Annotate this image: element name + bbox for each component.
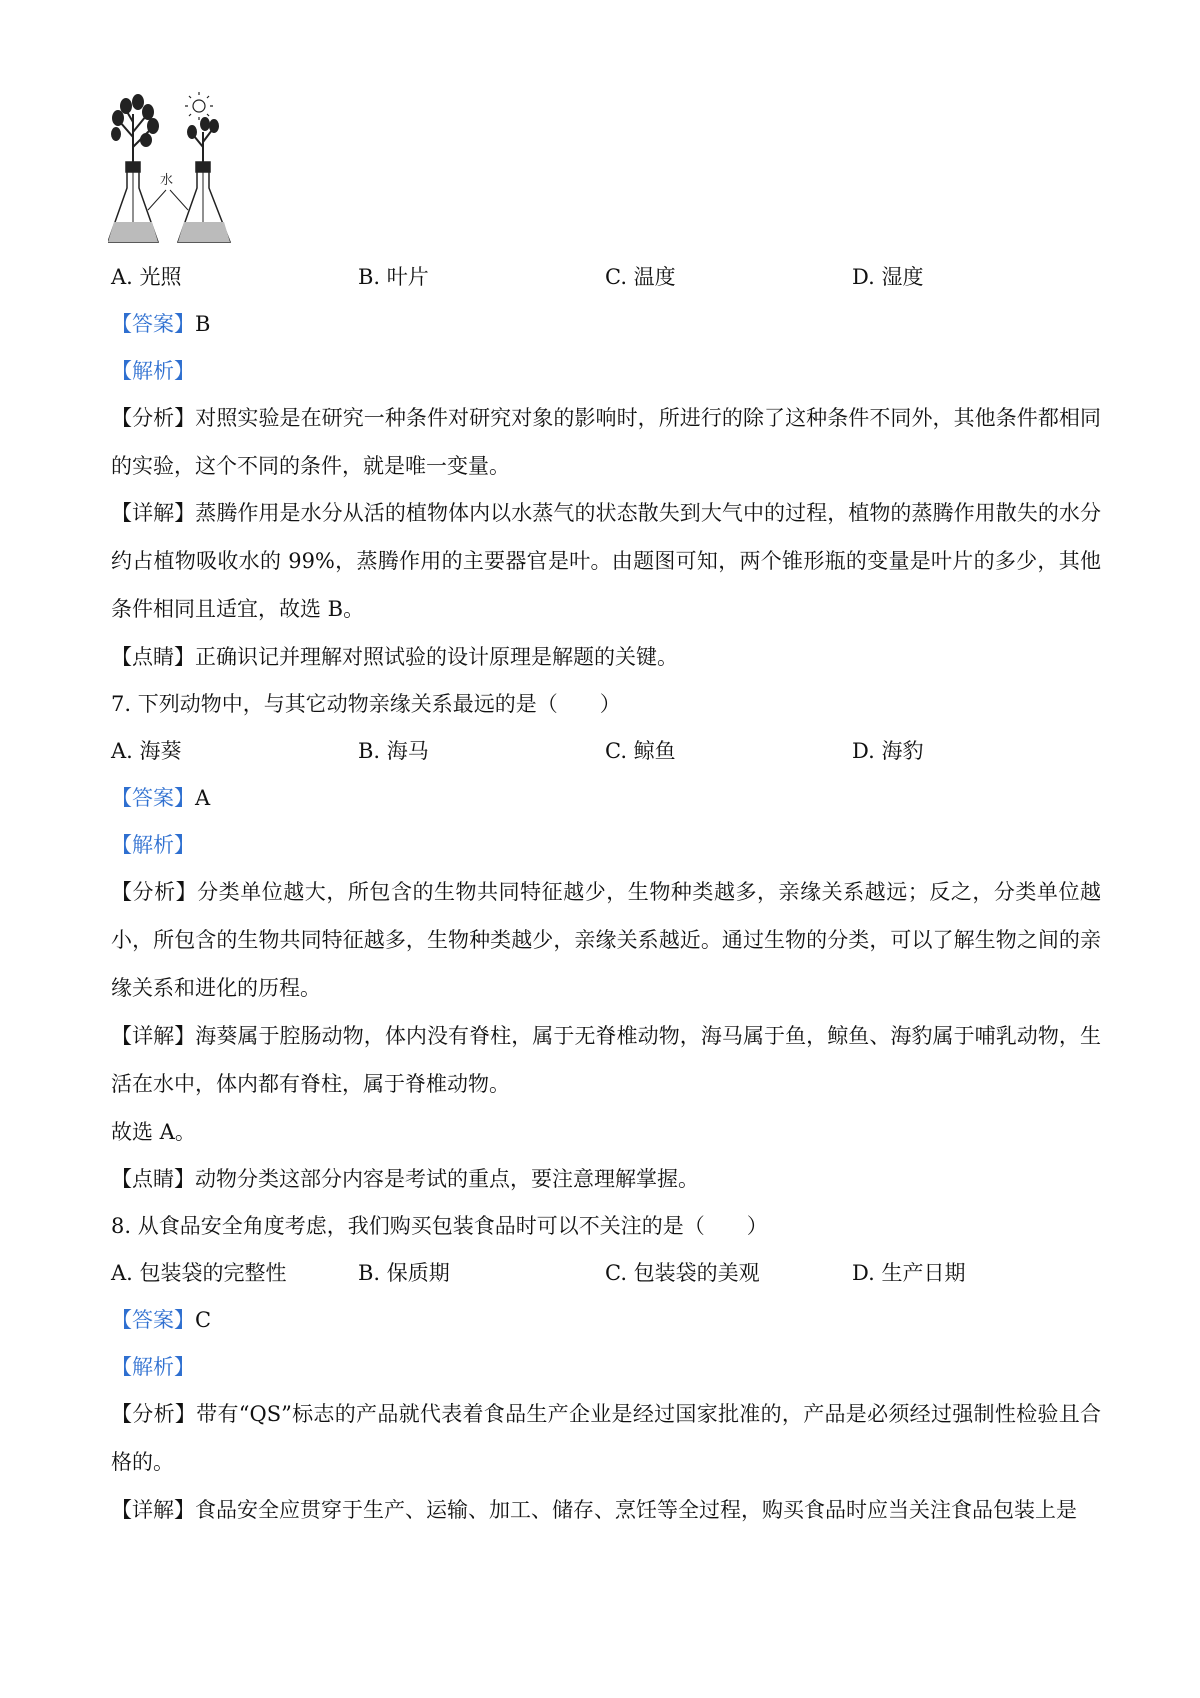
detail-text: 蒸腾作用是水分从活的植物体内以水蒸气的状态散失到大气中的过程，植物的蒸腾作用散失的水分约占植物吸收水的 99%，蒸腾作用的主要器官是叶。由题图可知，两个锥形瓶的变量是叶片的多少，其他条件相同且适宜，故选 B。 — [111, 501, 1102, 621]
explain-tag: 【解析】 — [111, 1355, 195, 1379]
detail-tag: 【详解】 — [111, 501, 196, 525]
q7-option-a: A. 海葵 — [111, 739, 182, 763]
explain-tag: 【解析】 — [111, 359, 195, 383]
q8-detail — [111, 1486, 1101, 1534]
comment-tag: 【点睛】 — [111, 1167, 195, 1191]
analysis-tag: 【分析】 — [111, 1402, 197, 1426]
analysis-tag: 【分析】 — [111, 880, 198, 904]
q7-detail — [111, 1012, 1101, 1108]
q8-option-b: B. 保质期 — [358, 1261, 450, 1285]
answer-value: C — [195, 1308, 212, 1332]
q7-option-d: D. 海豹 — [852, 739, 924, 763]
analysis-text: 分类单位越大，所包含的生物共同特征越少，生物种类越多，亲缘关系越远；反之，分类单位越小，所包含的生物共同特征越多，生物种类越少，亲缘关系越近。通过生物的分类，可以了解生物之间的亲缘关系和进化的历程。 — [111, 880, 1102, 1000]
q7-conclusion: 故选 A。 — [111, 1120, 196, 1144]
analysis-tag: 【分析】 — [111, 406, 196, 430]
q8-answer — [111, 1305, 211, 1335]
q6-option-b: B. 叶片 — [358, 265, 429, 289]
detail-text: 食品安全应贯穿于生产、运输、加工、储存、烹饪等全过程，购买食品时应当关注食品包装上是 — [195, 1498, 1077, 1522]
water-label: 水 — [160, 173, 174, 188]
comment-text: 动物分类这部分内容是考试的重点，要注意理解掌握。 — [195, 1167, 699, 1191]
answer-tag: 【答案】 — [111, 312, 195, 336]
comment-tag: 【点睛】 — [111, 645, 195, 669]
answer-value: A — [195, 786, 211, 810]
detail-tag: 【详解】 — [111, 1498, 195, 1522]
q7-question: 7. 下列动物中，与其它动物亲缘关系最远的是（ ） — [111, 692, 621, 716]
q8-explain-heading — [111, 1352, 195, 1382]
answer-tag: 【答案】 — [111, 1308, 195, 1332]
q6-option-a: A. 光照 — [111, 265, 182, 289]
flask-right-icon — [178, 162, 230, 242]
q7-analysis — [111, 868, 1101, 1012]
analysis-text: 对照实验是在研究一种条件对研究对象的影响时，所进行的除了这种条件不同外，其他条件都相同的实验，这个不同的条件，就是唯一变量。 — [111, 406, 1102, 478]
detail-tag: 【详解】 — [111, 1024, 196, 1048]
q6-option-d: D. 湿度 — [852, 265, 924, 289]
analysis-text: 带有“QS”标志的产品就代表着食品生产企业是经过国家批准的，产品是必须经过强制性检验且合格的。 — [111, 1402, 1102, 1474]
q8-option-d: D. 生产日期 — [852, 1261, 966, 1285]
answer-value: B — [195, 312, 211, 336]
q6-detail — [111, 489, 1101, 633]
q8-analysis — [111, 1390, 1101, 1486]
q6-option-c: C. 温度 — [605, 265, 676, 289]
comment-text: 正确识记并理解对照试验的设计原理是解题的关键。 — [195, 645, 678, 669]
q6-explain-heading — [111, 356, 195, 386]
q6-analysis — [111, 394, 1101, 490]
plant-left-icon — [112, 95, 158, 170]
q7-explain-heading — [111, 830, 195, 860]
experiment-figure — [108, 92, 258, 248]
water-connector-lines — [148, 190, 188, 210]
q6-comment — [111, 633, 1101, 681]
q8-option-a: A. 包装袋的完整性 — [111, 1261, 287, 1285]
explain-tag: 【解析】 — [111, 833, 195, 857]
sun-icon — [185, 92, 213, 120]
answer-tag: 【答案】 — [111, 786, 195, 810]
q7-answer — [111, 783, 210, 813]
q7-option-c: C. 鲸鱼 — [605, 739, 676, 763]
q7-option-b: B. 海马 — [358, 739, 429, 763]
flask-left-icon — [108, 162, 158, 242]
q6-answer — [111, 309, 210, 339]
detail-text: 海葵属于腔肠动物，体内没有脊柱，属于无脊椎动物，海马属于鱼，鲸鱼、海豹属于哺乳动物，生活在水中，体内都有脊柱，属于脊椎动物。 — [111, 1024, 1102, 1096]
q8-option-c: C. 包装袋的美观 — [605, 1261, 760, 1285]
q8-question: 8. 从食品安全角度考虑，我们购买包装食品时可以不关注的是（ ） — [111, 1214, 768, 1238]
q7-comment — [111, 1155, 1101, 1203]
